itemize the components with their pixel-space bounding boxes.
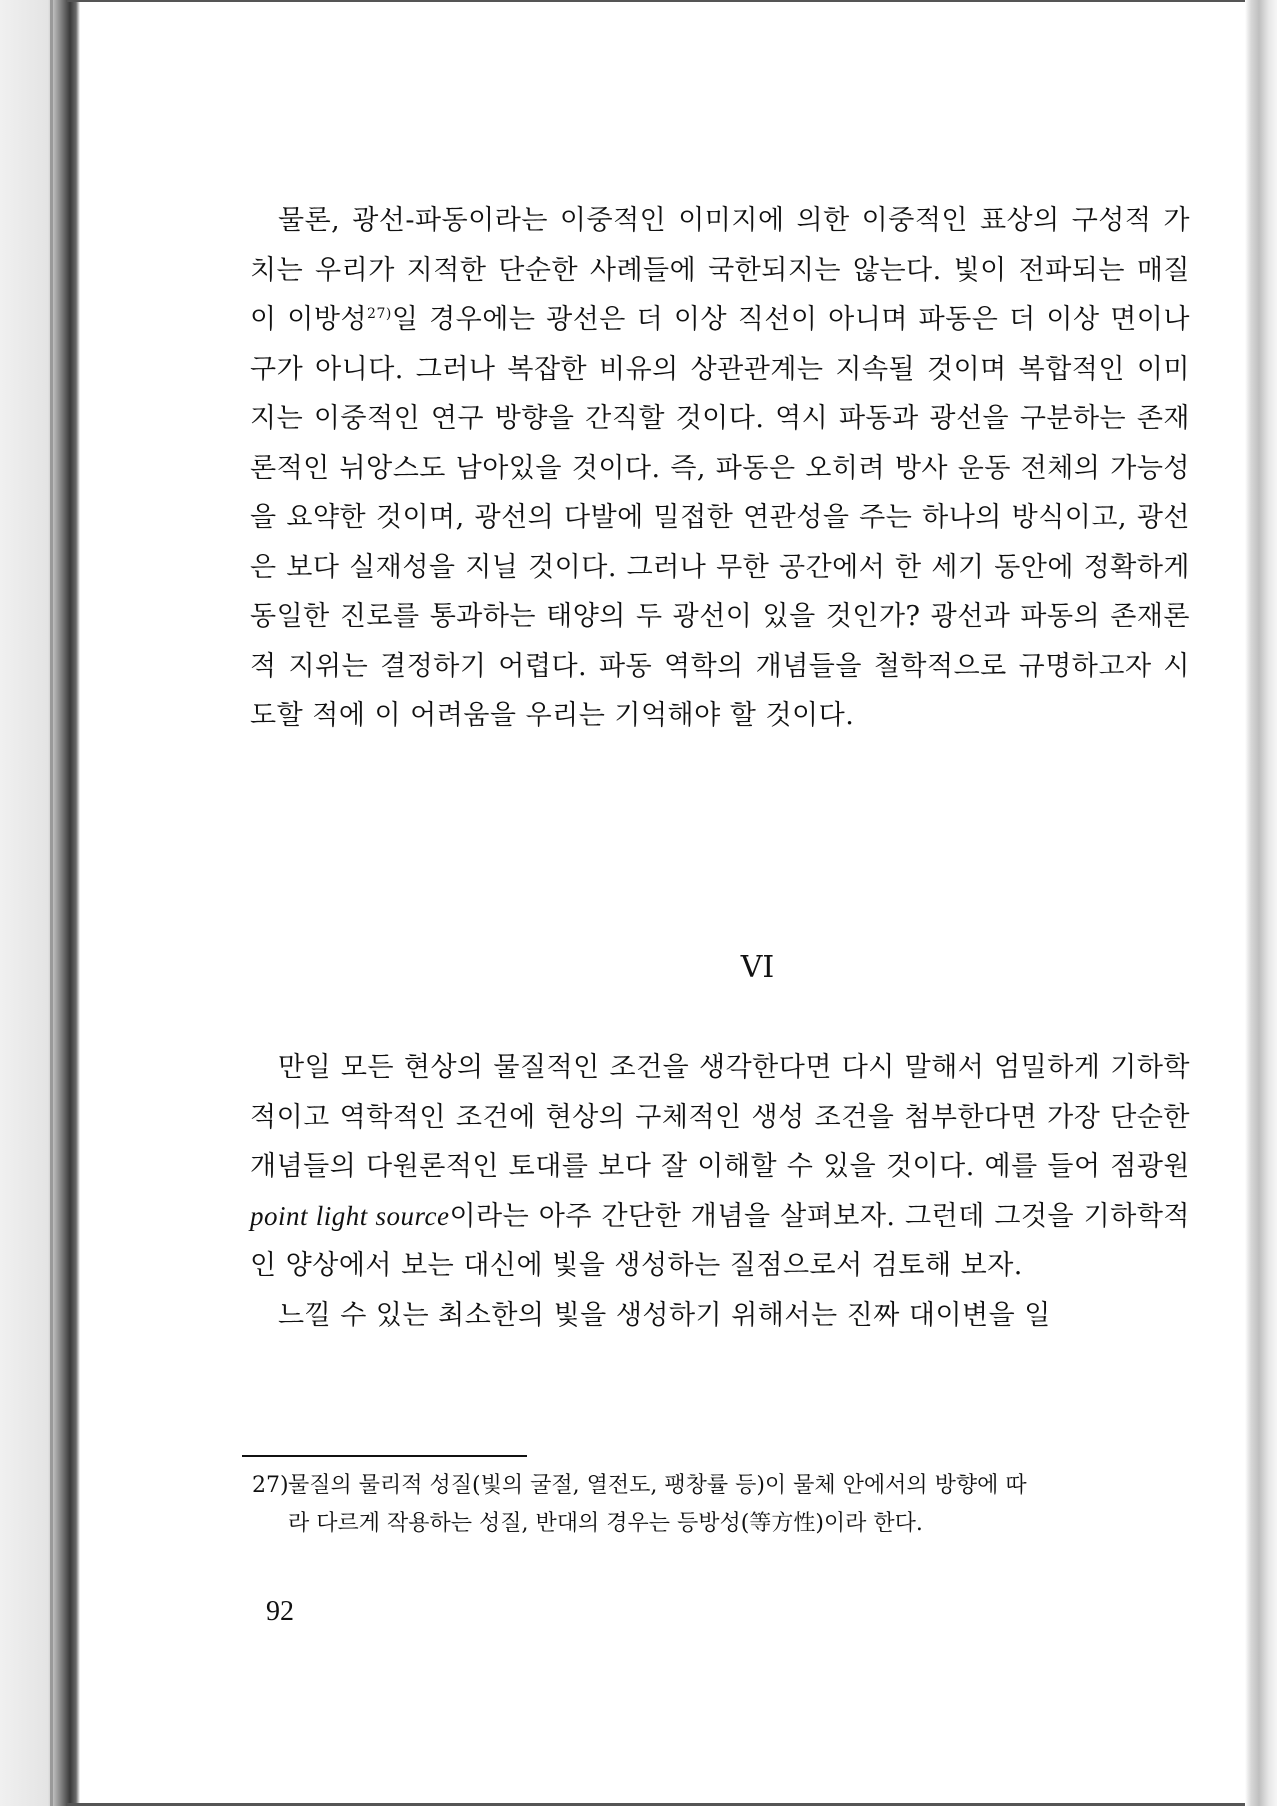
page-number: 92 bbox=[266, 1596, 294, 1627]
footnote bbox=[252, 1467, 1192, 1543]
paragraph-2 bbox=[250, 1043, 1190, 1340]
paragraph-2-text-a: 만일 모든 현상의 물질적인 조건을 생각한다면 다시 말해서 엄밀하게 기하학적이고 역학적인 조건에 현상의 구체적인 생성 조건을 첨부한다면 가장 단순한 개념들의 다원론적인 토대를 보다 잘 이해할 수 있을 것이다. 예를 들어 점광원 bbox=[250, 1052, 1190, 1182]
paragraph-1-text-b: 일 경우에는 광선은 더 이상 직선이 아니며 파동은 더 이상 면이나 구가 아니다. 그러나 복잡한 비유의 상관관계는 지속될 것이며 복합적인 이미지는 이중적인 연구 방향을 간직할 것이다. 역시 파동과 광선을 구분하는 존재론적인 뉘앙스도 남아있을 것이다. 즉, 파동은 오히려 방사 운동 전체의 가능성을 요약한 것이며, 광선의 다발에 밀접한 연관성을 주는 하나의 방식이고, 광선은 보다 실재성을 지닐 것이다. 그러나 무한 공간에서 한 세기 동안에 정확하게 동일한 진로를 통과하는 태양의 두 광선이 있을 것인가? 광선과 파동의 존재론적 지위는 결정하기 어렵다. 파동 역학의 개념들을 철학적으로 규명하고자 시도할 적에 이 어려움을 우리는 기억해야 할 것이다. bbox=[250, 304, 1190, 731]
paragraph-1-text-a: 물론, 광선-파동이라는 이중적인 이미지에 의한 이중적인 표상의 구성적 가치는 우리가 지적한 단순한 사례들에 국한되지는 않는다. 빛이 전파되는 매질이 이방성 bbox=[250, 205, 1190, 335]
footnote-divider bbox=[242, 1455, 527, 1457]
footnote-reference: 27) bbox=[367, 306, 392, 322]
page-content bbox=[80, 2, 1245, 1802]
book-spine-edge bbox=[0, 0, 80, 1806]
footnote-number: 27) bbox=[252, 1473, 289, 1498]
paragraph-1 bbox=[250, 196, 1190, 741]
paragraph-2-text-b: 이라는 아주 간단한 개념을 살펴보자. 그런데 그것을 기하학적인 양상에서 보는 대신에 빛을 생성하는 질점으로서 검토해 보자. bbox=[250, 1200, 1190, 1281]
footnote-line-2: 라 다르게 작용하는 성질, 반대의 경우는 등방성(等方性)이라 한다. bbox=[288, 1511, 923, 1536]
paragraph-3: 느낄 수 있는 최소한의 빛을 생성하기 위해서는 진짜 대이변을 일 bbox=[278, 1299, 1051, 1331]
english-term: point light source bbox=[250, 1200, 450, 1231]
section-heading: VI bbox=[740, 950, 775, 985]
footnote-line-1: 물질의 물리적 성질(빛의 굴절, 열전도, 팽창률 등)이 물체 안에서의 방향에 따 bbox=[288, 1473, 1027, 1498]
page-curl-edge bbox=[1245, 0, 1277, 1806]
